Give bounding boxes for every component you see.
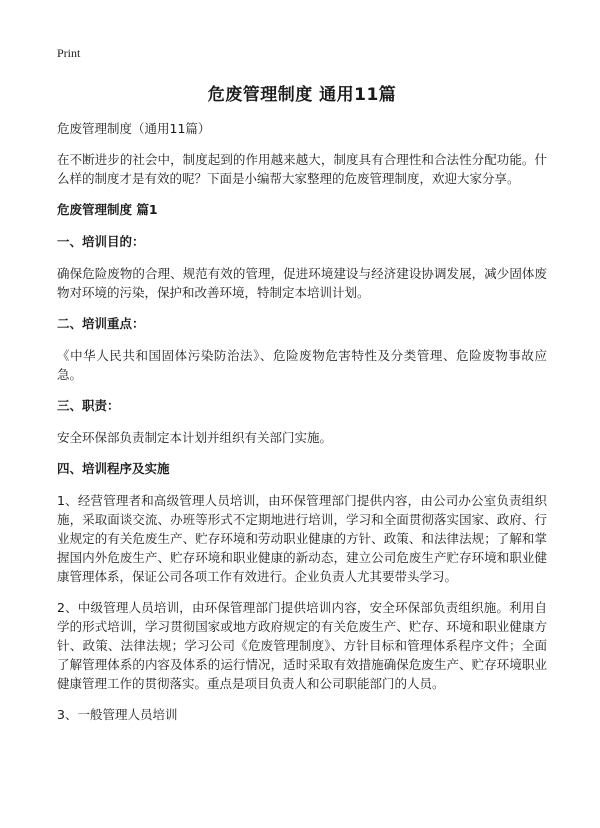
section-text-purpose: 确保危险废物的合理、规范有效的管理，促进环境建设与经济建设协调发展，减少固体废物对环境的污染，保护和改善环境，特制定本培训计划。 xyxy=(57,266,547,300)
procedure-item: 2、中级管理人员培训，由环保管理部门提供培训内容，安全环保部负责组织施。利用自学的形式培训，学习贯彻国家或地方政府规定的有关危废生产、贮存、环境和职业健康方针、政策、法律法规；学习公司《危废管理制度》、方针目标和管理体系程序文件；全面了解管理体系的内容及体系的运行情况，适时采取有效措施确保危废生产、贮存环境职业健康管理工作的贯彻落实。重点是项目负责人和公司职能部门的人员。 xyxy=(57,600,547,691)
procedure-item: 1、经营管理者和高级管理人员培训，由环保管理部门提供内容，由公司办公室负责组织施，采取面谈交流、办班等形式不定期地进行培训，学习和全面贯彻落实国家、政府、行业规定的有关危废生产、贮存环境和劳动职业健康的方针、政策、和法律法规；了解和掌握国内外危废生产、贮存环境和职业健康的新动态，建立公司危废生产贮存环境和职业健康管理体系，保证公司各项工作有效进行。企业负责人尤其要带头学习。 xyxy=(57,493,547,584)
print-label: Print xyxy=(57,46,81,60)
document-body xyxy=(57,119,547,736)
section-text-focus: 《中华人民共和国固体污染防治法》、危险废物危害特性及分类管理、危险废物事故应急。 xyxy=(57,348,547,382)
section-heading-focus: 二、培训重点： xyxy=(57,316,145,331)
document-subtitle: 危废管理制度（通用11篇） xyxy=(57,121,211,136)
intro-paragraph: 在不断进步的社会中，制度起到的作用越来越大，制度具有合理性和合法性分配功能。什么样的制度才是有效的呢？下面是小编帮大家整理的危废管理制度，欢迎大家分享。 xyxy=(57,152,547,186)
article-title: 危废管理制度 篇1 xyxy=(57,202,158,217)
section-text-duties: 安全环保部负责制定本计划并组织有关部门实施。 xyxy=(57,430,333,445)
section-heading-purpose: 一、培训目的： xyxy=(57,234,145,249)
section-heading-duties: 三、职责： xyxy=(57,398,120,413)
procedure-item: 3、一般管理人员培训 xyxy=(57,707,178,722)
page-title: 危废管理制度 通用11篇 xyxy=(207,85,397,105)
section-heading-procedure: 四、培训程序及实施 xyxy=(57,461,170,476)
